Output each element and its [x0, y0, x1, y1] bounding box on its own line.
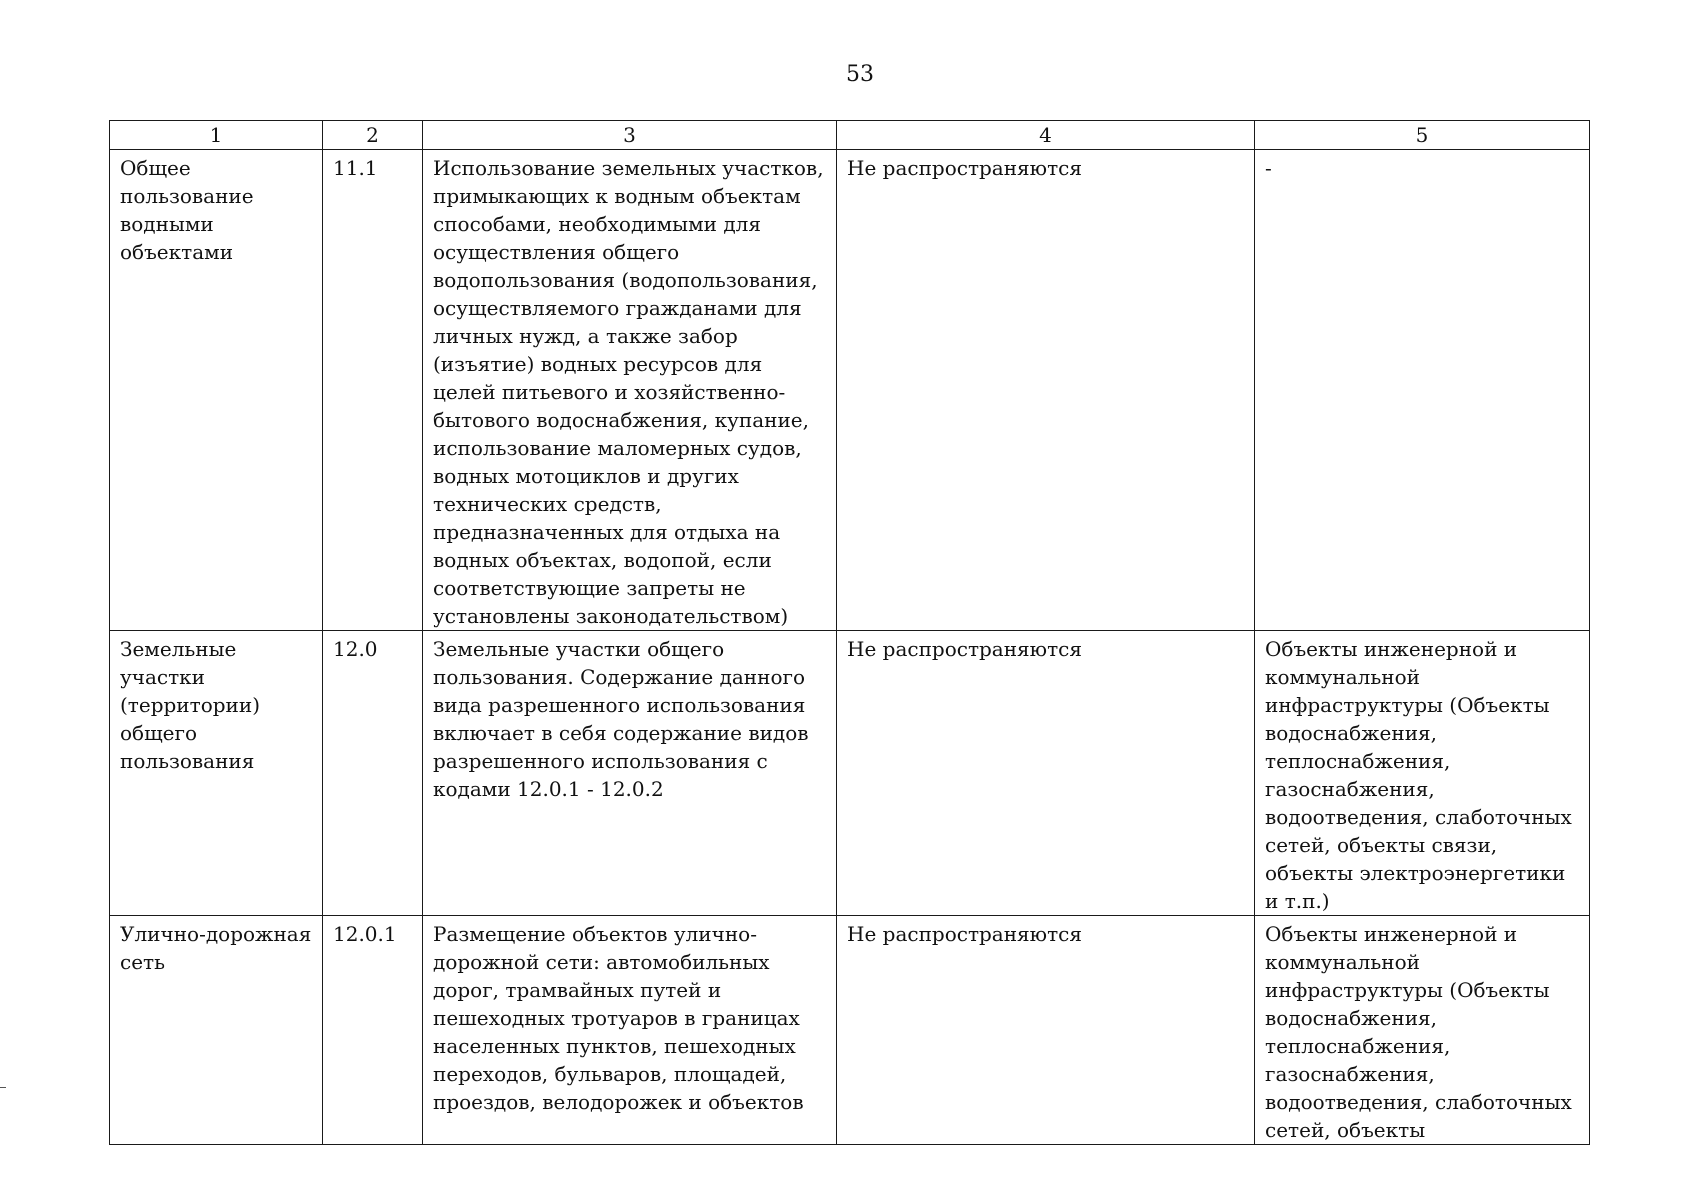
col4-cell: Не распространяются: [837, 916, 1255, 1145]
use-code-cell: 12.0.1: [323, 916, 423, 1145]
header-col-5: 5: [1255, 121, 1590, 150]
header-row: [110, 121, 1590, 150]
header-col-2: 2: [323, 121, 423, 150]
table-row: [110, 916, 1590, 1145]
use-code-cell: 12.0: [323, 631, 423, 916]
page-number: 53: [846, 62, 874, 87]
col5-cell: Объекты инженерной и коммунальной инфраструктуры (Объекты водоснабжения, теплоснабжения, газоснабжения, водоотведения, слаботочных сетей, объекты: [1255, 916, 1590, 1145]
header-col-1: 1: [110, 121, 323, 150]
col5-cell: Объекты инженерной и коммунальной инфраструктуры (Объекты водоснабжения, теплоснабжения, газоснабжения, водоотведения, слаботочных сетей, объекты связи, объекты электроэнергетики и т.п.): [1255, 631, 1590, 916]
use-description-cell: Земельные участки общего пользования. Содержание данного вида разрешенного использования включает в себя содержание видов разрешенного использования с кодами 12.0.1 - 12.0.2: [423, 631, 837, 916]
header-col-3: 3: [423, 121, 837, 150]
land-use-table: [109, 120, 1590, 1145]
header-col-4: 4: [837, 121, 1255, 150]
use-description-cell: Использование земельных участков, примыкающих к водным объектам способами, необходимыми для осуществления общего водопользования (водопользования, осуществляемого гражданами для личных нужд, а также забор (изъятие) водных ресурсов для целей питьевого и хозяйственно-бытового водоснабжения, купание, использование маломерных судов, водных мотоциклов и других технических средств, предназначенных для отдыха на водных объектах, водопой, если соответствующие запреты не установлены законодательством): [423, 150, 837, 631]
use-name-cell: Земельные участки (территории) общего пользования: [110, 631, 323, 916]
use-description-cell: Размещение объектов улично-дорожной сети: автомобильных дорог, трамвайных путей и пешеходных тротуаров в границах населенных пунктов, пешеходных переходов, бульваров, площадей, проездов, велодорожек и объектов: [423, 916, 837, 1145]
use-name-cell: Общее пользование водными объектами: [110, 150, 323, 631]
use-name-cell: Улично-дорожная сеть: [110, 916, 323, 1145]
col4-cell: Не распространяются: [837, 150, 1255, 631]
col5-cell: -: [1255, 150, 1590, 631]
use-code-cell: 11.1: [323, 150, 423, 631]
scan-margin-mark: [0, 1087, 6, 1088]
col4-cell: Не распространяются: [837, 631, 1255, 916]
table-row: [110, 150, 1590, 631]
table-row: [110, 631, 1590, 916]
